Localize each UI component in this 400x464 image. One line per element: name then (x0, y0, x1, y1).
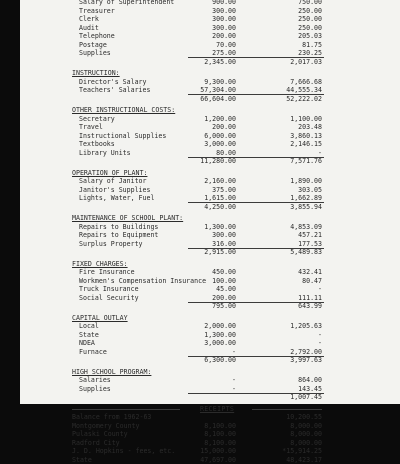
actual-amount: 2,792.00 (290, 348, 322, 357)
actual-amount: 44,555.34 (286, 86, 322, 95)
line-item-row (20, 32, 400, 41)
total-rule (188, 356, 324, 357)
line-item-row (20, 376, 400, 385)
actual-amount: 111.11 (298, 294, 322, 303)
line-item-label: Repairs to Equipment (79, 231, 158, 240)
line-item-row (20, 177, 400, 186)
section-heading-row (20, 69, 400, 78)
heading-rule (252, 409, 322, 410)
budget-amount: 8,100.00 (204, 422, 236, 431)
receipts-heading: RECEIPTS (200, 405, 234, 414)
budget-amount: 200.00 (212, 32, 236, 41)
actual-amount: 3,860.13 (290, 132, 322, 141)
line-item-row (20, 439, 400, 448)
actual-amount: 230.25 (298, 49, 322, 58)
line-item-row (20, 115, 400, 124)
actual-amount: 1,890.00 (290, 177, 322, 186)
actual-amount: 4,853.09 (290, 223, 322, 232)
actual-amount: 177.53 (298, 240, 322, 249)
actual-amount: 3,997.63 (290, 356, 322, 365)
line-item-label: Salary of Superintendent (79, 0, 174, 7)
line-item-label: Library Units (79, 149, 131, 158)
budget-amount: 57,304.00 (200, 86, 236, 95)
budget-amount: 45.00 (216, 285, 236, 294)
actual-amount: 1,007.45 (290, 393, 322, 402)
section-heading: HIGH SCHOOL PROGRAM: (72, 368, 151, 377)
section-heading-row (20, 214, 400, 223)
budget-amount: 900.00 (212, 0, 236, 7)
actual-amount: - (318, 285, 322, 294)
section-heading-row (20, 169, 400, 178)
line-item-label: Secretary (79, 115, 115, 124)
subtotal-row (20, 95, 400, 104)
budget-amount: 1,300.00 (204, 331, 236, 340)
line-item-label: Postage (79, 41, 107, 50)
line-item-row (20, 413, 400, 422)
line-item-row (20, 186, 400, 195)
total-rule (188, 202, 324, 203)
line-item-row (20, 24, 400, 33)
section-heading-row (20, 260, 400, 269)
line-item-row (20, 140, 400, 149)
line-item-row (20, 223, 400, 232)
budget-amount: 2,345.00 (204, 58, 236, 67)
line-item-row (20, 339, 400, 348)
actual-amount: 864.00 (298, 376, 322, 385)
actual-amount: 250.00 (298, 15, 322, 24)
line-item-label: Clerk (79, 15, 99, 24)
line-item-row (20, 7, 400, 16)
line-item-label: Director's Salary (79, 78, 147, 87)
subtotal-row (20, 248, 400, 257)
actual-amount: 250.00 (298, 24, 322, 33)
budget-amount: 8,100.00 (204, 430, 236, 439)
actual-amount: 432.41 (298, 268, 322, 277)
line-item-label: Balance from 1962-63 (72, 413, 151, 422)
line-item-label: Supplies (79, 385, 111, 394)
subtotal-row (20, 58, 400, 67)
budget-amount: 795.00 (212, 302, 236, 311)
line-item-label: J. D. Hopkins - fees, etc. (72, 447, 175, 456)
line-item-row (20, 41, 400, 50)
budget-amount: 9,300.00 (204, 78, 236, 87)
actual-amount: 205.03 (298, 32, 322, 41)
actual-amount: 81.75 (302, 41, 322, 50)
line-item-label: Telephone (79, 32, 115, 41)
line-item-label: NDEA (79, 339, 95, 348)
section-heading: FIXED CHARGES: (72, 260, 128, 269)
subtotal-row (20, 356, 400, 365)
actual-amount: 2,146.15 (290, 140, 322, 149)
actual-amount: 80.47 (302, 277, 322, 286)
line-item-label: Salary of Janitor (79, 177, 147, 186)
actual-amount: 250.00 (298, 7, 322, 16)
budget-amount: - (232, 376, 236, 385)
line-item-label: Supplies (79, 49, 111, 58)
actual-amount: 48,423.17 (286, 456, 322, 464)
actual-amount: *15,914.25 (282, 447, 322, 456)
actual-amount: 8,000.00 (290, 430, 322, 439)
section-heading: OPERATION OF PLANT: (72, 169, 147, 178)
budget-amount: 6,300.00 (204, 356, 236, 365)
actual-amount: 1,662.89 (290, 194, 322, 203)
budget-amount: - (232, 385, 236, 394)
actual-amount: - (318, 149, 322, 158)
actual-amount: 303.05 (298, 186, 322, 195)
budget-amount: 200.00 (212, 294, 236, 303)
actual-amount: 750.00 (298, 0, 322, 7)
actual-amount: 3,855.94 (290, 203, 322, 212)
budget-amount: 4,250.00 (204, 203, 236, 212)
line-item-row (20, 331, 400, 340)
budget-amount: 375.00 (212, 186, 236, 195)
budget-amount: 80.00 (216, 149, 236, 158)
line-item-label: Teachers' Salaries (79, 86, 150, 95)
total-rule (188, 94, 324, 95)
line-item-row (20, 15, 400, 24)
budget-amount: 70.00 (216, 41, 236, 50)
budget-amount: 275.00 (212, 49, 236, 58)
line-item-label: Furnace (79, 348, 107, 357)
budget-document-page (20, 0, 400, 404)
actual-amount: 457.21 (298, 231, 322, 240)
actual-amount: 7,571.76 (290, 157, 322, 166)
actual-amount: 5,489.83 (290, 248, 322, 257)
total-rule (188, 393, 324, 394)
line-item-label: Treasurer (79, 7, 115, 16)
actual-amount: 2,017.03 (290, 58, 322, 67)
line-item-label: Fire Insurance (79, 268, 135, 277)
budget-amount: 47,697.00 (200, 456, 236, 464)
line-item-row (20, 268, 400, 277)
budget-amount: 2,160.00 (204, 177, 236, 186)
total-rule (188, 248, 324, 249)
line-item-row (20, 285, 400, 294)
line-item-label: Instructional Supplies (79, 132, 166, 141)
line-item-label: Janitor's Supplies (79, 186, 150, 195)
line-item-row (20, 430, 400, 439)
section-heading-row (20, 314, 400, 323)
actual-amount: 10,200.55 (286, 413, 322, 422)
budget-amount: 2,915.00 (204, 248, 236, 257)
section-heading: MAINTENANCE OF SCHOOL PLANT: (72, 214, 183, 223)
budget-amount: 11,280.00 (200, 157, 236, 166)
budget-amount: 300.00 (212, 15, 236, 24)
line-item-label: State (79, 331, 99, 340)
budget-amount: 316.00 (212, 240, 236, 249)
budget-amount: 6,000.00 (204, 132, 236, 141)
line-item-label: Truck Insurance (79, 285, 139, 294)
line-item-label: Travel (79, 123, 103, 132)
line-item-row (20, 78, 400, 87)
actual-amount: 1,100.00 (290, 115, 322, 124)
section-heading-row (20, 106, 400, 115)
subtotal-row (20, 302, 400, 311)
line-item-row (20, 123, 400, 132)
budget-amount: 8,100.00 (204, 439, 236, 448)
line-item-label: Workmen's Compensation Insurance (79, 277, 206, 286)
line-item-row (20, 277, 400, 286)
budget-amount: 15,000.00 (200, 447, 236, 456)
subtotal-row (20, 203, 400, 212)
actual-amount: 8,000.00 (290, 439, 322, 448)
budget-amount: 1,200.00 (204, 115, 236, 124)
line-item-row (20, 322, 400, 331)
budget-amount: 450.00 (212, 268, 236, 277)
line-item-label: Local (79, 322, 99, 331)
total-rule (188, 302, 324, 303)
section-heading: INSTRUCTION: (72, 69, 120, 78)
section-heading: CAPITAL OUTLAY (72, 314, 128, 323)
actual-amount: - (318, 339, 322, 348)
budget-amount: 2,000.00 (204, 322, 236, 331)
actual-amount: 1,205.63 (290, 322, 322, 331)
budget-amount: 3,000.00 (204, 140, 236, 149)
line-item-label: Lights, Water, Fuel (79, 194, 154, 203)
budget-amount: 300.00 (212, 7, 236, 16)
total-rule (188, 157, 324, 158)
actual-amount: 643.99 (298, 302, 322, 311)
line-item-row (20, 447, 400, 456)
line-item-row (20, 456, 400, 464)
subtotal-row (20, 157, 400, 166)
budget-amount: 100.00 (212, 277, 236, 286)
section-heading: OTHER INSTRUCTIONAL COSTS: (72, 106, 175, 115)
line-item-row (20, 132, 400, 141)
line-item-label: Social Security (79, 294, 139, 303)
actual-amount: - (318, 331, 322, 340)
budget-amount: 300.00 (212, 231, 236, 240)
line-item-label: Surplus Property (79, 240, 143, 249)
actual-amount: 52,222.02 (286, 95, 322, 104)
line-item-label: Radford City (72, 439, 120, 448)
budget-amount: 3,000.00 (204, 339, 236, 348)
actual-amount: 143.45 (298, 385, 322, 394)
line-item-label: Montgomery County (72, 422, 140, 431)
actual-amount: 8,000.00 (290, 422, 322, 431)
budget-amount: 300.00 (212, 24, 236, 33)
budget-amount: - (232, 348, 236, 357)
line-item-label: Textbooks (79, 140, 115, 149)
budget-amount: 200.00 (212, 123, 236, 132)
total-rule (188, 57, 324, 58)
heading-rule (72, 409, 180, 410)
budget-amount: 1,615.00 (204, 194, 236, 203)
budget-amount: 1,300.00 (204, 223, 236, 232)
line-item-label: Repairs to Buildings (79, 223, 158, 232)
actual-amount: 203.48 (298, 123, 322, 132)
line-item-label: State (72, 456, 92, 464)
line-item-label: Salaries (79, 376, 111, 385)
section-heading-row (20, 368, 400, 377)
line-item-label: Pulaski County (72, 430, 128, 439)
subtotal-row (20, 393, 400, 402)
actual-amount: 7,666.68 (290, 78, 322, 87)
line-item-row (20, 231, 400, 240)
line-item-row (20, 422, 400, 431)
line-item-label: Audit (79, 24, 99, 33)
budget-amount: 66,604.00 (200, 95, 236, 104)
